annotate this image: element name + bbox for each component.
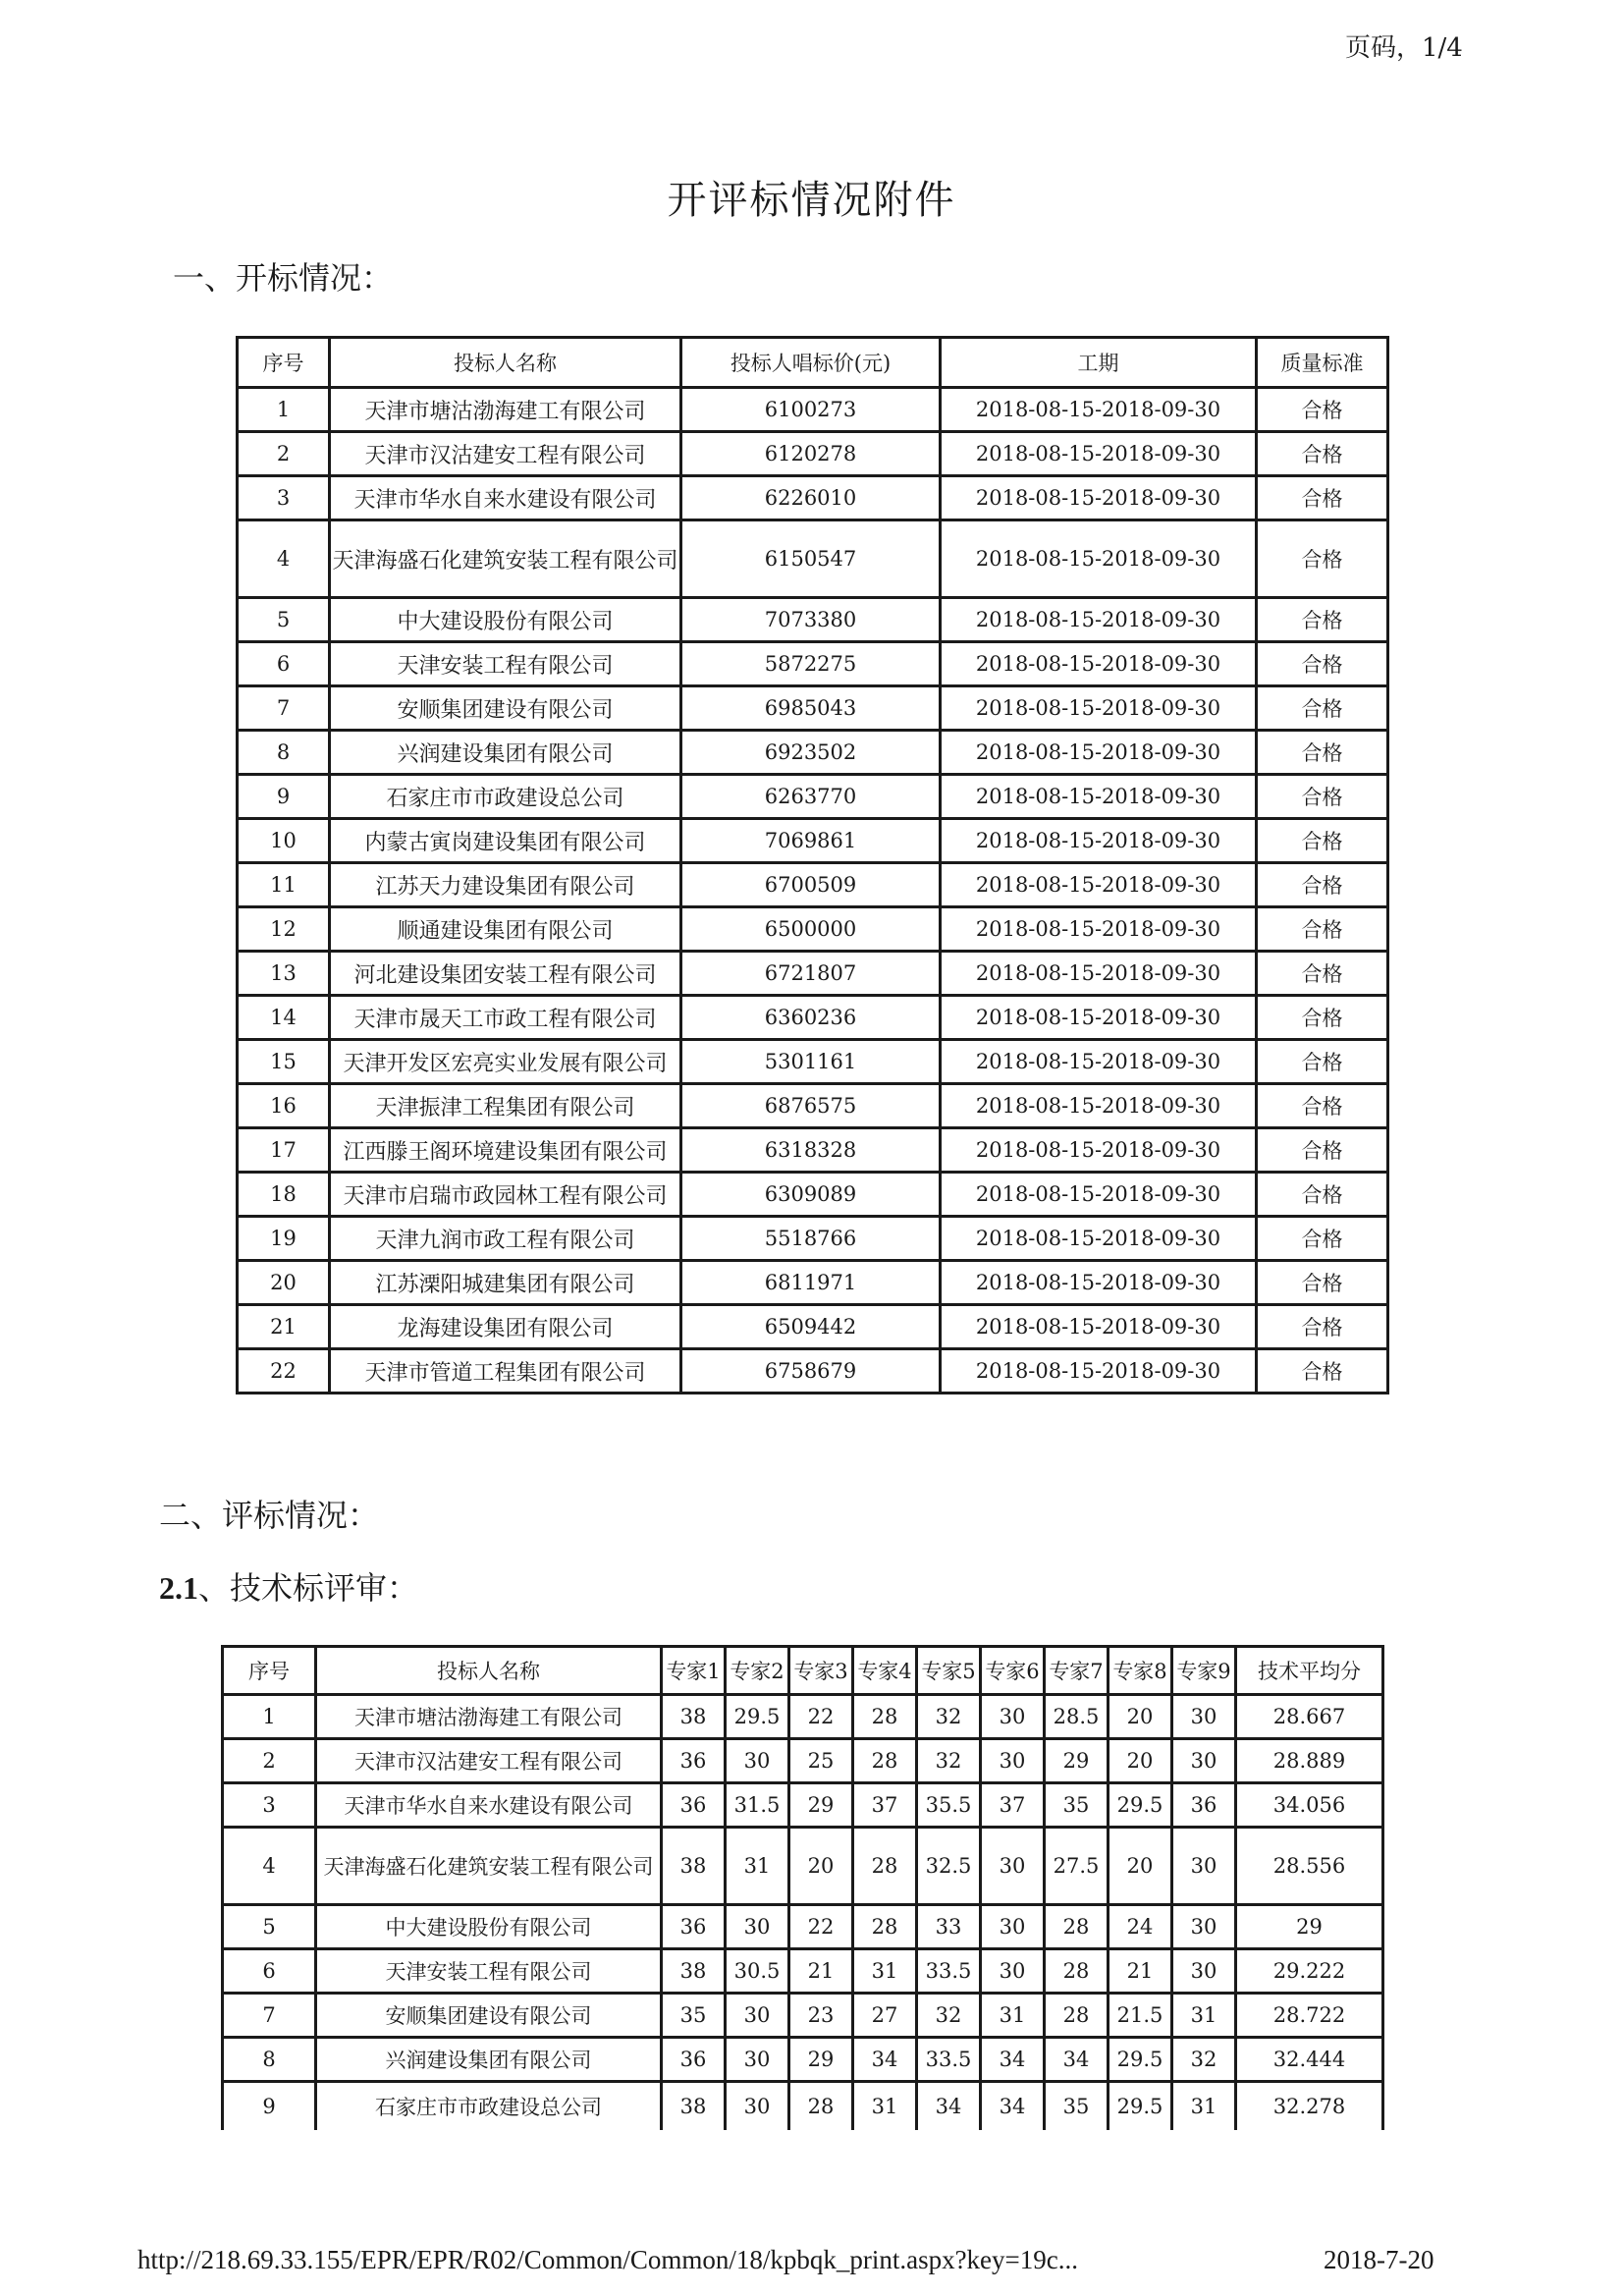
column-header: 专家7: [1045, 1647, 1109, 1695]
table-cell: 35: [1045, 1783, 1109, 1828]
table-cell: 6263770: [681, 775, 941, 819]
table-row: [238, 642, 1388, 686]
table-cell: 合格: [1257, 731, 1388, 775]
table-row: [223, 1739, 1383, 1783]
table-cell: 20: [1109, 1739, 1172, 1783]
table-cell: 2018-08-15-2018-09-30: [941, 952, 1257, 996]
table-cell: 21: [789, 1949, 853, 1994]
table-cell: 5301161: [681, 1040, 941, 1084]
table-cell: 30: [726, 1994, 789, 2038]
table-cell: 38: [662, 1828, 726, 1905]
table-cell: 35: [1045, 2082, 1109, 2131]
column-header: 投标人名称: [330, 338, 681, 388]
bidder-name-cell: 安顺集团建设有限公司: [330, 686, 681, 731]
table-cell: 6: [223, 1949, 316, 1994]
table-cell: 2018-08-15-2018-09-30: [941, 1349, 1257, 1394]
table-cell: 29.5: [726, 1695, 789, 1739]
table-row: [223, 1994, 1383, 2038]
table-cell: 33.5: [917, 1949, 981, 1994]
table-row: [223, 1949, 1383, 1994]
table-cell: 合格: [1257, 520, 1388, 598]
table-cell: 6509442: [681, 1305, 941, 1349]
table-row: [238, 388, 1388, 432]
table-cell: 6120278: [681, 432, 941, 476]
column-header: 专家6: [981, 1647, 1045, 1695]
footer-date: 2018-7-20: [1324, 2245, 1434, 2274]
column-header: 工期: [941, 338, 1257, 388]
table-cell: 7: [223, 1994, 316, 2038]
table-cell: 30.5: [726, 1949, 789, 1994]
bidder-name-cell: 天津开发区宏亮实业发展有限公司: [330, 1040, 681, 1084]
table-cell: 7073380: [681, 598, 941, 642]
bidder-name-cell: 中大建设股份有限公司: [316, 1905, 662, 1949]
section2-1-number: 2.1: [159, 1570, 198, 1606]
table-cell: 28: [1045, 1994, 1109, 2038]
table-cell: 1: [223, 1695, 316, 1739]
table-cell: 6100273: [681, 388, 941, 432]
footer-url: http://218.69.33.155/EPR/EPR/R02/Common/Common/18/kpbqk_print.aspx?key=19c...: [137, 2245, 1078, 2274]
table-cell: 合格: [1257, 1305, 1388, 1349]
table-cell: 1: [238, 388, 330, 432]
table-cell: 28.889: [1236, 1739, 1383, 1783]
column-header: 技术平均分: [1236, 1647, 1383, 1695]
table-cell: 35.5: [917, 1783, 981, 1828]
table-cell: 31: [853, 1949, 917, 1994]
table-cell: 4: [223, 1828, 316, 1905]
table-cell: 22: [789, 1695, 853, 1739]
table-cell: 32: [917, 1695, 981, 1739]
technical-review-table: [221, 1645, 1384, 2130]
bidder-name-cell: 江西滕王阁环境建设集团有限公司: [330, 1128, 681, 1173]
table-cell: 2018-08-15-2018-09-30: [941, 1084, 1257, 1128]
table-row: [238, 775, 1388, 819]
table-cell: 2: [223, 1739, 316, 1783]
table-cell: 7069861: [681, 819, 941, 863]
table-cell: 34: [917, 2082, 981, 2131]
table-cell: 31: [726, 1828, 789, 1905]
column-header: 投标人名称: [316, 1647, 662, 1695]
table-cell: 6318328: [681, 1128, 941, 1173]
table-cell: 22: [238, 1349, 330, 1394]
table-cell: 30: [1172, 1949, 1236, 1994]
table-cell: 32.5: [917, 1828, 981, 1905]
table-row: [238, 476, 1388, 520]
table-cell: 合格: [1257, 863, 1388, 907]
table-cell: 6309089: [681, 1173, 941, 1217]
table-cell: 10: [238, 819, 330, 863]
table-row: [223, 1695, 1383, 1739]
table-cell: 合格: [1257, 952, 1388, 996]
table-cell: 12: [238, 907, 330, 952]
table-cell: 合格: [1257, 476, 1388, 520]
column-header: 专家3: [789, 1647, 853, 1695]
bid-opening-table: [236, 336, 1389, 1394]
table-cell: 38: [662, 1695, 726, 1739]
table-cell: 2018-08-15-2018-09-30: [941, 520, 1257, 598]
table-cell: 合格: [1257, 1261, 1388, 1305]
table-cell: 36: [662, 1783, 726, 1828]
table-cell: 31: [1172, 2082, 1236, 2131]
table-cell: 2018-08-15-2018-09-30: [941, 907, 1257, 952]
bidder-name-cell: 中大建设股份有限公司: [330, 598, 681, 642]
table-cell: 11: [238, 863, 330, 907]
bidder-name-cell: 天津市启瑞市政园林工程有限公司: [330, 1173, 681, 1217]
table-row: [223, 1828, 1383, 1905]
table-cell: 合格: [1257, 388, 1388, 432]
table-cell: 5: [238, 598, 330, 642]
table-cell: 2018-08-15-2018-09-30: [941, 1217, 1257, 1261]
table-cell: 6700509: [681, 863, 941, 907]
table-cell: 5872275: [681, 642, 941, 686]
bidder-name-cell: 石家庄市市政建设总公司: [330, 775, 681, 819]
table-cell: 33.5: [917, 2038, 981, 2082]
table-cell: 36: [1172, 1783, 1236, 1828]
column-header: 专家1: [662, 1647, 726, 1695]
table-cell: 38: [662, 1949, 726, 1994]
bidder-name-cell: 天津市华水自来水建设有限公司: [316, 1783, 662, 1828]
table-cell: 29: [789, 1783, 853, 1828]
table-cell: 29: [1045, 1739, 1109, 1783]
table-cell: 4: [238, 520, 330, 598]
table-cell: 30: [726, 1905, 789, 1949]
table-cell: 8: [223, 2038, 316, 2082]
table-cell: 15: [238, 1040, 330, 1084]
table-cell: 28.5: [1045, 1695, 1109, 1739]
table-cell: 30: [1172, 1739, 1236, 1783]
table-cell: 36: [662, 1905, 726, 1949]
column-header: 专家9: [1172, 1647, 1236, 1695]
table-cell: 28.722: [1236, 1994, 1383, 2038]
table-cell: 合格: [1257, 1128, 1388, 1173]
table-row: [238, 1261, 1388, 1305]
table-cell: 16: [238, 1084, 330, 1128]
table-row: [238, 907, 1388, 952]
bidder-name-cell: 天津市汉沽建安工程有限公司: [316, 1739, 662, 1783]
bidder-name-cell: 天津振津工程集团有限公司: [330, 1084, 681, 1128]
table-cell: 2018-08-15-2018-09-30: [941, 1305, 1257, 1349]
table-cell: 30: [981, 1905, 1045, 1949]
bidder-name-cell: 天津市塘沽渤海建工有限公司: [330, 388, 681, 432]
table-cell: 2018-08-15-2018-09-30: [941, 598, 1257, 642]
table-cell: 32: [1172, 2038, 1236, 2082]
table-cell: 合格: [1257, 1040, 1388, 1084]
table-cell: 30: [981, 1739, 1045, 1783]
column-header: 专家8: [1109, 1647, 1172, 1695]
table-cell: 29: [1236, 1905, 1383, 1949]
column-header: 专家4: [853, 1647, 917, 1695]
bidder-name-cell: 天津市华水自来水建设有限公司: [330, 476, 681, 520]
table-row: [238, 1128, 1388, 1173]
table-cell: 13: [238, 952, 330, 996]
table-cell: 34: [981, 2082, 1045, 2131]
table-cell: 2018-08-15-2018-09-30: [941, 996, 1257, 1040]
bidder-name-cell: 天津安装工程有限公司: [316, 1949, 662, 1994]
table-cell: 5518766: [681, 1217, 941, 1261]
table-cell: 6150547: [681, 520, 941, 598]
table-cell: 20: [1109, 1695, 1172, 1739]
table-cell: 合格: [1257, 1349, 1388, 1394]
table-cell: 合格: [1257, 775, 1388, 819]
table-cell: 合格: [1257, 432, 1388, 476]
table-cell: 6: [238, 642, 330, 686]
table-row: [223, 1783, 1383, 1828]
table-cell: 34: [1045, 2038, 1109, 2082]
table-cell: 32.278: [1236, 2082, 1383, 2131]
table-cell: 合格: [1257, 819, 1388, 863]
bidder-name-cell: 天津市管道工程集团有限公司: [330, 1349, 681, 1394]
table-row: [223, 2038, 1383, 2082]
table-cell: 7: [238, 686, 330, 731]
table-cell: 27.5: [1045, 1828, 1109, 1905]
table-cell: 2018-08-15-2018-09-30: [941, 775, 1257, 819]
table-row: [238, 1349, 1388, 1394]
table-cell: 23: [789, 1994, 853, 2038]
bidder-name-cell: 安顺集团建设有限公司: [316, 1994, 662, 2038]
table-row: [238, 731, 1388, 775]
table-row: [238, 1040, 1388, 1084]
table-cell: 9: [238, 775, 330, 819]
table-cell: 33: [917, 1905, 981, 1949]
table-cell: 22: [789, 1905, 853, 1949]
table-cell: 28: [1045, 1905, 1109, 1949]
table-cell: 31: [853, 2082, 917, 2131]
table-cell: 2018-08-15-2018-09-30: [941, 686, 1257, 731]
table-cell: 28.556: [1236, 1828, 1383, 1905]
table-cell: 30: [1172, 1828, 1236, 1905]
table-row: [238, 686, 1388, 731]
table-cell: 28: [853, 1739, 917, 1783]
table-cell: 2: [238, 432, 330, 476]
section2-heading: 二、评标情况：: [159, 1497, 380, 1534]
table-row: [238, 1084, 1388, 1128]
page-number: 页码，1/4: [1345, 33, 1463, 63]
table-cell: 34.056: [1236, 1783, 1383, 1828]
table-cell: 32: [917, 1994, 981, 2038]
table-cell: 6876575: [681, 1084, 941, 1128]
table-cell: 14: [238, 996, 330, 1040]
table-row: [223, 1905, 1383, 1949]
bidder-name-cell: 江苏溧阳城建集团有限公司: [330, 1261, 681, 1305]
table-cell: 28: [853, 1695, 917, 1739]
table-cell: 31: [981, 1994, 1045, 2038]
table-cell: 30: [726, 2038, 789, 2082]
column-header: 投标人唱标价(元): [681, 338, 941, 388]
table-cell: 34: [981, 2038, 1045, 2082]
table-cell: 29.5: [1109, 2082, 1172, 2131]
table-row: [223, 2082, 1383, 2131]
table-cell: 30: [1172, 1695, 1236, 1739]
table-cell: 36: [662, 1739, 726, 1783]
table-cell: 29.5: [1109, 1783, 1172, 1828]
bidder-name-cell: 天津市塘沽渤海建工有限公司: [316, 1695, 662, 1739]
table-cell: 合格: [1257, 1217, 1388, 1261]
table-cell: 30: [726, 1739, 789, 1783]
table-row: [238, 1217, 1388, 1261]
table-cell: 28: [1045, 1949, 1109, 1994]
bidder-name-cell: 天津海盛石化建筑安装工程有限公司: [316, 1828, 662, 1905]
table-cell: 36: [662, 2038, 726, 2082]
bidder-name-cell: 天津市汉沽建安工程有限公司: [330, 432, 681, 476]
table-cell: 19: [238, 1217, 330, 1261]
table-cell: 28: [789, 2082, 853, 2131]
table-cell: 2018-08-15-2018-09-30: [941, 863, 1257, 907]
column-header: 序号: [238, 338, 330, 388]
table-row: [238, 996, 1388, 1040]
table-cell: 6811971: [681, 1261, 941, 1305]
table-cell: 20: [789, 1828, 853, 1905]
section1-heading: 一、开标情况：: [173, 259, 394, 297]
table-cell: 6226010: [681, 476, 941, 520]
table-cell: 合格: [1257, 642, 1388, 686]
table-cell: 30: [981, 1949, 1045, 1994]
table-cell: 17: [238, 1128, 330, 1173]
table-cell: 38: [662, 2082, 726, 2131]
table-cell: 32.444: [1236, 2038, 1383, 2082]
table-cell: 2018-08-15-2018-09-30: [941, 642, 1257, 686]
table-header-row: [238, 338, 1388, 388]
table-cell: 6500000: [681, 907, 941, 952]
table-cell: 2018-08-15-2018-09-30: [941, 1128, 1257, 1173]
table-cell: 37: [853, 1783, 917, 1828]
table-header-row: [223, 1647, 1383, 1695]
table-cell: 合格: [1257, 598, 1388, 642]
table-cell: 合格: [1257, 1173, 1388, 1217]
table-cell: 31.5: [726, 1783, 789, 1828]
table-cell: 20: [1109, 1828, 1172, 1905]
bidder-name-cell: 天津安装工程有限公司: [330, 642, 681, 686]
table-cell: 2018-08-15-2018-09-30: [941, 476, 1257, 520]
table-cell: 30: [1172, 1905, 1236, 1949]
table-cell: 2018-08-15-2018-09-30: [941, 819, 1257, 863]
table-cell: 6758679: [681, 1349, 941, 1394]
table-cell: 35: [662, 1994, 726, 2038]
table-cell: 29.222: [1236, 1949, 1383, 1994]
table-cell: 29.5: [1109, 2038, 1172, 2082]
table-cell: 5: [223, 1905, 316, 1949]
table-cell: 8: [238, 731, 330, 775]
table-cell: 25: [789, 1739, 853, 1783]
table-cell: 合格: [1257, 996, 1388, 1040]
bidder-name-cell: 内蒙古寅岗建设集团有限公司: [330, 819, 681, 863]
bidder-name-cell: 龙海建设集团有限公司: [330, 1305, 681, 1349]
bidder-name-cell: 顺通建设集团有限公司: [330, 907, 681, 952]
table-cell: 合格: [1257, 686, 1388, 731]
table-row: [238, 952, 1388, 996]
bidder-name-cell: 河北建设集团安装工程有限公司: [330, 952, 681, 996]
table-cell: 2018-08-15-2018-09-30: [941, 1261, 1257, 1305]
table-cell: 2018-08-15-2018-09-30: [941, 1173, 1257, 1217]
bidder-name-cell: 天津海盛石化建筑安装工程有限公司: [330, 520, 681, 598]
table-cell: 37: [981, 1783, 1045, 1828]
table-cell: 3: [223, 1783, 316, 1828]
bidder-name-cell: 石家庄市市政建设总公司: [316, 2082, 662, 2131]
table-cell: 3: [238, 476, 330, 520]
table-cell: 28.667: [1236, 1695, 1383, 1739]
table-cell: 29: [789, 2038, 853, 2082]
bidder-name-cell: 天津市晟天工市政工程有限公司: [330, 996, 681, 1040]
table-cell: 21.5: [1109, 1994, 1172, 2038]
column-header: 专家2: [726, 1647, 789, 1695]
table-cell: 9: [223, 2082, 316, 2131]
table-cell: 30: [981, 1695, 1045, 1739]
table-cell: 2018-08-15-2018-09-30: [941, 1040, 1257, 1084]
table-cell: 6923502: [681, 731, 941, 775]
table-cell: 6360236: [681, 996, 941, 1040]
table-row: [238, 598, 1388, 642]
bidder-name-cell: 兴润建设集团有限公司: [330, 731, 681, 775]
table-cell: 30: [726, 2082, 789, 2131]
section2-1-title: 、技术标评审：: [198, 1569, 419, 1607]
table-cell: 2018-08-15-2018-09-30: [941, 388, 1257, 432]
table-cell: 合格: [1257, 907, 1388, 952]
bidder-name-cell: 天津九润市政工程有限公司: [330, 1217, 681, 1261]
table-cell: 24: [1109, 1905, 1172, 1949]
bidder-name-cell: 江苏天力建设集团有限公司: [330, 863, 681, 907]
document-title: 开评标情况附件: [667, 178, 956, 223]
table-cell: 21: [1109, 1949, 1172, 1994]
table-cell: 21: [238, 1305, 330, 1349]
table-cell: 28: [853, 1905, 917, 1949]
table-cell: 6721807: [681, 952, 941, 996]
table-row: [238, 1173, 1388, 1217]
bidder-name-cell: 兴润建设集团有限公司: [316, 2038, 662, 2082]
table-cell: 30: [981, 1828, 1045, 1905]
column-header: 专家5: [917, 1647, 981, 1695]
column-header: 质量标准: [1257, 338, 1388, 388]
table-cell: 合格: [1257, 1084, 1388, 1128]
table-row: [238, 863, 1388, 907]
table-cell: 28: [853, 1828, 917, 1905]
table-row: [238, 1305, 1388, 1349]
table-cell: 27: [853, 1994, 917, 2038]
table-row: [238, 520, 1388, 598]
table-row: [238, 819, 1388, 863]
table-row: [238, 432, 1388, 476]
table-cell: 32: [917, 1739, 981, 1783]
table-cell: 2018-08-15-2018-09-30: [941, 731, 1257, 775]
column-header: 序号: [223, 1647, 316, 1695]
section2-1-heading: [159, 1563, 418, 1609]
table-cell: 31: [1172, 1994, 1236, 2038]
table-cell: 18: [238, 1173, 330, 1217]
table-cell: 6985043: [681, 686, 941, 731]
table-cell: 34: [853, 2038, 917, 2082]
table-cell: 2018-08-15-2018-09-30: [941, 432, 1257, 476]
table-cell: 20: [238, 1261, 330, 1305]
